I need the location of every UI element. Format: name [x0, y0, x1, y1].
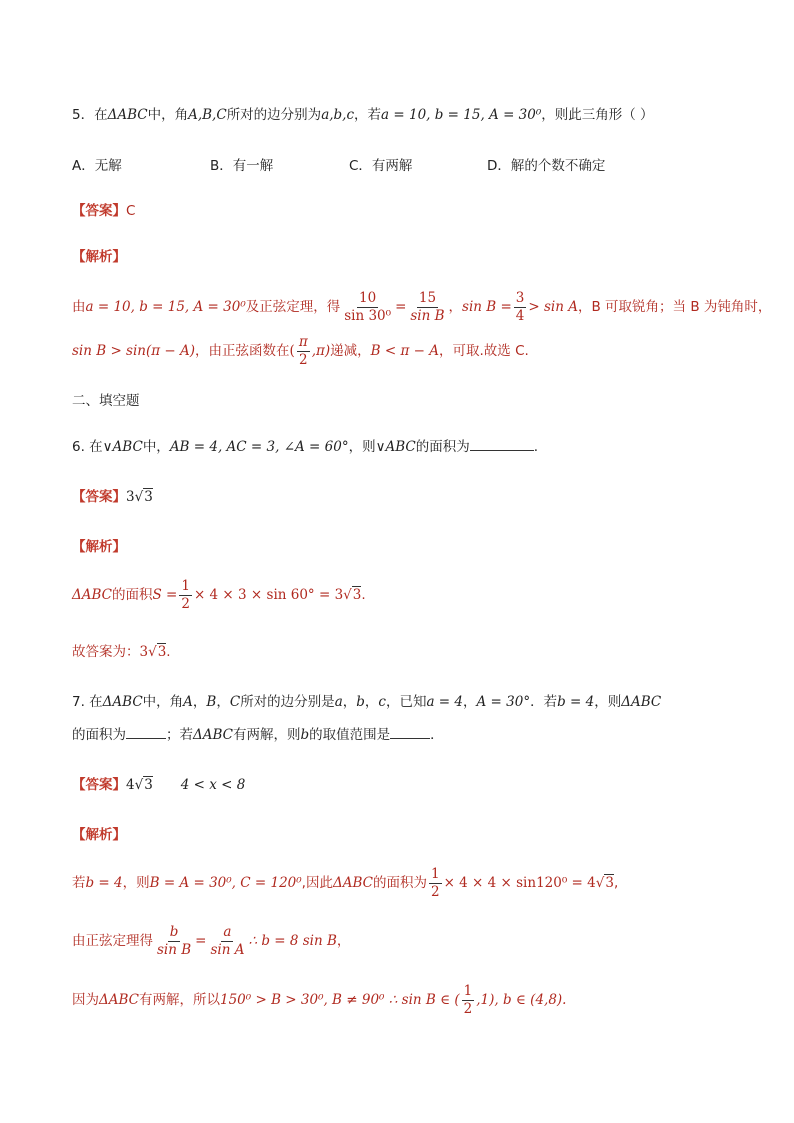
- fraction-a-over-sinA: $\frac{a}{\text{sin A}}$: [210, 923, 245, 958]
- q7-stem-line-1: 7. 在ΔABC中，角A，B，C所对的边分别是a，b，c，已知a = 4，A = 30°．若b = 4，则ΔABC: [72, 694, 662, 710]
- q5-answer: 【答案】C: [72, 203, 136, 219]
- q6-final-answer: 故答案为：3√3.: [72, 644, 171, 660]
- fraction-3-over-4: $\frac{3}{4}$: [515, 289, 525, 324]
- q7-analysis-line-1: 若b = 4，则B = A = 30⁰, C = 120⁰,因此ΔABC的面积为 $\frac{1}{2}$ × 4 × 4 × sin120⁰ = 4√3,: [72, 865, 619, 900]
- q7-analysis-line-3: 因为ΔABC有两解，所以150⁰ > B > 30⁰, B ≠ 90⁰ ∴ sin B ∈ ( $\frac{1}{2}$ ,1), b ∈ (4,8).: [72, 982, 567, 1017]
- sqrt-sign: √: [595, 875, 605, 891]
- fraction-15-over-sinB: $\frac{15}{\text{sin B}}$: [410, 289, 445, 324]
- q7-stem-line-2: 的面积为 ；若ΔABC有两解，则b的取值范围是 ．: [72, 724, 444, 745]
- sqrt-sign: √: [148, 644, 157, 660]
- q7-range-blank: [390, 724, 430, 739]
- fraction-pi-over-2: $\frac{\pi}{2}$: [298, 333, 308, 368]
- q7-area-blank: [126, 724, 166, 739]
- q6-analysis-label: 【解析】: [72, 539, 126, 555]
- q5-option-a: A．无解: [72, 158, 122, 174]
- fraction-10-over-sin30: $\frac{10}{\text{sin 30⁰}}$: [344, 289, 392, 324]
- q5-analysis-label: 【解析】: [72, 249, 126, 265]
- fraction-b-over-sinB: $\frac{b}{\text{sin B}}$: [157, 923, 192, 958]
- q6-answer-blank: [470, 436, 534, 451]
- q7-analysis-label: 【解析】: [72, 827, 126, 843]
- q5-options: [72, 156, 722, 176]
- q6-answer: 【答案】3√3: [72, 489, 153, 505]
- fraction-1-over-2: $\frac{1}{2}$: [463, 982, 473, 1017]
- q5-option-b: B．有一解: [210, 158, 274, 174]
- sqrt-sign: √: [134, 489, 144, 505]
- sqrt-sign: √: [343, 587, 352, 603]
- q5-stem: 5．在ΔABC中，角A,B,C所对的边分别为a,b,c，若a = 10, b = 15, A = 30⁰，则此三角形（ ）: [72, 107, 654, 123]
- q6-stem: 6. 在∨ABC中，AB = 4, AC = 3, ∠A = 60°，则∨ABC的面积为 .: [72, 436, 538, 457]
- q5-analysis-line-2: sin B > sin(π − A)，由正弦函数在( $\frac{\pi}{2}$ ,π)递减，B < π − A，可取.故选 C.: [72, 333, 529, 368]
- fraction-1-over-2: $\frac{1}{2}$: [430, 865, 440, 900]
- q5-analysis-line-1: 由a = 10, b = 15, A = 30⁰及正弦定理，得 $\frac{10}{\text{sin 30⁰}}$ = $\frac{15}{\text{sin B}}$ ，sin B = $\frac{3}{4}$ > sin A，B 可取锐角；当 B 为钝角时，: [72, 289, 772, 324]
- q6-analysis-line-1: ΔABC的面积S = $\frac{1}{2}$ × 4 × 3 × sin 60° = 3√3.: [72, 577, 366, 612]
- fraction-1-over-2: $\frac{1}{2}$: [181, 577, 190, 612]
- q5-option-c: C．有两解: [349, 158, 413, 174]
- sqrt-sign: √: [134, 777, 144, 793]
- section-title-fill-in: 二、填空题: [72, 393, 140, 409]
- q7-analysis-line-2: 由正弦定理得 $\frac{b}{\text{sin B}}$ = $\frac{a}{\text{sin A}}$ ∴ b = 8 sin B，: [72, 923, 351, 958]
- q5-option-d: D．解的个数不确定: [487, 158, 606, 174]
- q7-answer: 【答案】4√3 4 < x < 8: [72, 777, 246, 793]
